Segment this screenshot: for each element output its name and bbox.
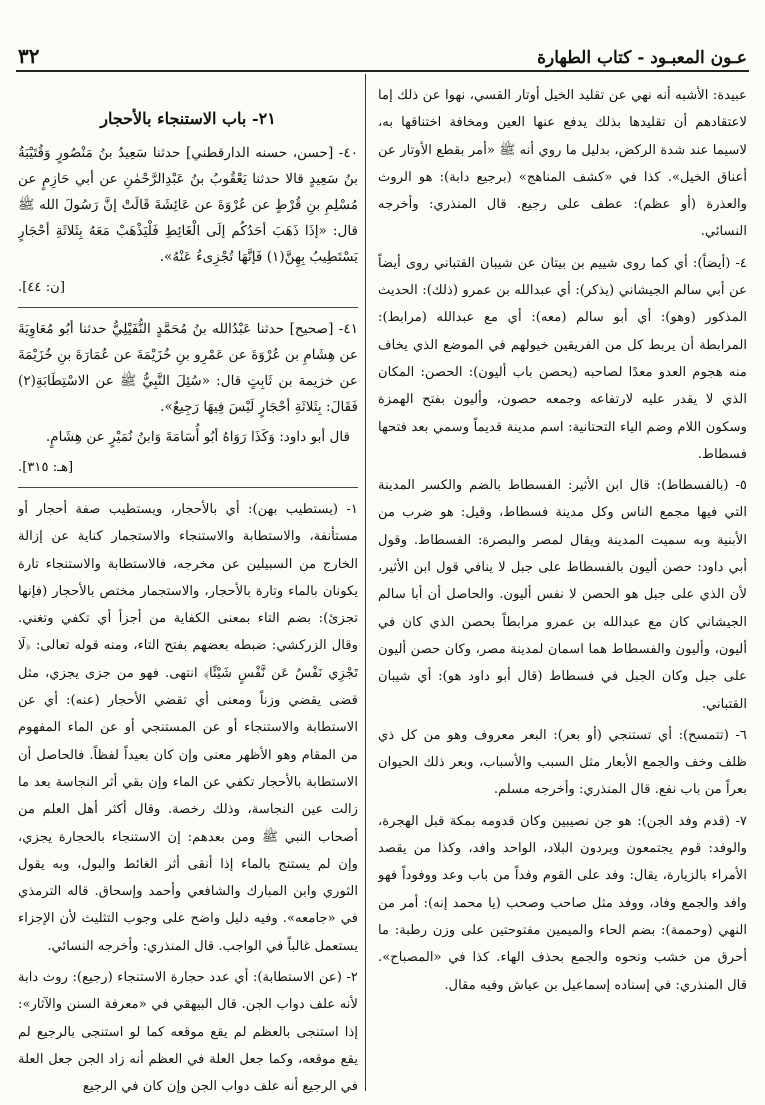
header-rule	[16, 70, 749, 72]
page-header	[18, 40, 747, 68]
footnote: ٢- (عن الاستطابة): أي عدد حجارة الاستنجاء (رجيع): روث دابة لأنه علف دواب الجن. قال البيهقي في «معرفة السنن والآثار»: إذا استنجى بالعظم لم يقع موقعه كما لو استنجى بالرجيع لم يقع موقعه، وكما جعل العلة في العظم أنه زاد الجن جعل العلة في الرجيع أنه علف دواب الجن وإن كان في الرجيع	[18, 970, 358, 1095]
hadith-text: ٤٠- [حسن، حسنه الدارقطني] حدثنا سَعِيدُ بنُ مَنْصُورٍ وَقُتَيْبَةُ بنُ سَعِيدٍ قالا حدثنا يَعْقُوبُ بنُ عَبْدِالرَّحْمٰنِ عن أبي حَازِمٍ عن مُسْلِمِ بنِ قُرْطٍ عن عُرْوَةَ عن عَائِشَةَ قَالَتْ إنَّ رَسُولَ الله ﷺ قال: «إذَا ذَهَبَ أحَدُكُم إلَى الْغَائِطِ فَلْيَذْهَبْ مَعَهُ بِثَلاثَةِ أحْجَارٍ يَسْتَطِيبُ بِهِنَّ(١) فَإنَّهَا تُجْزِىءُ عَنْهُ».	[18, 145, 358, 265]
abu-dawud-note: قال أبو داود: وَكَذَا رَوَاهُ أبُو أُسَامَةَ وَابنُ نُمَيْرٍ عن هِشَامٍ.	[45, 429, 350, 445]
running-title: عـون المعبـود - كتاب الطهارة	[537, 48, 747, 68]
commentary-paragraph: ٦- (تتمسح): أي تستنجي (أو بعر): البعر معروف وهو من كل ذي ظلف وخف والجمع الأبعار مثل السبب والأسباب، وبعر ذلك الحيوان بعراً من باب نفع. قال المنذري: وأخرجه مسلم.	[378, 727, 747, 798]
commentary-paragraph: ٧- (قدم وفد الجن): هو جن نصيبين وكان قدومه بمكة قبل الهجرة، والوفد: قوم يجتمعون ويردون البلاد، الواحد وافد، وكذا من يقصد الأمراء بالزيارة، يقال: وفد على القوم وفداً من باب وعد ووفوداً فهو وافد والجمع وفاد، ووفد مثل صاحب وصحب (يا محمد إنه): أمر من النهي (وحممة): بضم الحاء والميمين مفتوحتين على وزن رطبة: ما أحرق من خشب ونحوه والجمع بحذف الهاء. كذا في «المصباح». قال المنذري: في إسناده إسماعيل بن عياش وفيه مقال.	[378, 813, 747, 993]
hadith-text: ٤١- [صحيح] حدثنا عَبْدُالله بنُ مُحَمَّدٍ النُّفَيْلِيُّ حدثنا أبُو مُعَاوِيَةَ عن هِشَامِ بن عُرْوَةَ عن عَمْرِو بنِ خُزَيْمَةَ عن عُمَارَةَ بنِ خُزَيْمَةَ عن خزيمة بن ثَابِتٍ قال: «سُئِلَ النَّبِيُّ ﷺ عن الاسْتِطَابَةِ(٢) فَقَالَ: بِثَلاثَةِ أحْجَارٍ لَيْسَ فِيهَا رَجِيعٌ».	[18, 321, 358, 415]
commentary-paragraph: ٥- (بالفسطاط): قال ابن الأثير: الفسطاط بالضم والكسر المدينة التي فيها مجمع الناس وكل مدينة فسطاط، وقيل: هو ضرب من الأبنية وبه سميت المدينة ويقال لمصر والبصرة: الفسطاط. وقول أبي داود: حصن أليون بالفسطاط على جبل لا ينافي قول ابن الأثير، لأن الذي على جبل هو الحصن لا نفس أليون. والحاصل أن أبا سالم الجيشاني كان مع عبدالله بن عمرو مرابطاً بحصن الذي كان في أليون، وأليون والفسطاط هما اسمان لمدينة مصر، وكان حصن أليون على جبل وكان الجبل في فسطاط (قال أبو داود هو): أي شيبان القتباني.	[378, 478, 747, 712]
separator-rule	[18, 307, 358, 308]
right-column	[378, 82, 747, 1095]
section-heading: ٢١- باب الاستنجاء بالأحجار	[100, 109, 276, 128]
left-column	[18, 82, 358, 1095]
column-divider	[365, 74, 366, 1091]
hadith-reference: [ن: ٤٤].	[18, 280, 65, 295]
page-number: ٣٢	[18, 44, 40, 68]
commentary-paragraph: عبيدة: الأشبه أنه نهي عن تقليد الخيل أوتار القسي، نهوا عن ذلك إما لاعتقادهم أن تقليدها بذلك يدفع عنها العين ومخافة اختناقها به، لاسيما عند شدة الركض، بدليل ما روي أنه ﷺ «أمر بقطع الأوتار عن أعناق الخيل». كذا في «كشف المناهج» (برجيع دابة): هو الروث والعذرة (أو عظم): عطف على رجيع. قال المنذري: وأخرجه النسائي.	[378, 88, 747, 240]
commentary-paragraph: ٤- (أيضاً): أي كما روى شييم بن بيتان عن شيبان القتباني روى أيضاً عن أبي سالم الجيشاني (يذكر): أي عبدالله بن عمرو (ذلك): الحديث المذكور (وهو): أي أبو سالم (معه): أي مع عبدالله (مرابط): المرابطة أن يربط كل من الفريقين خيولهم في الموضع الذي يخاف منه هجوم العدو معدًا لصاحبه (بحصن باب أليون): الحصن: المكان الذي لا يقدر عليه لارتفاعه وجمعه حصون، وأليون بفتح الهمزة وسكون اللام وضم الياء التحتانية: اسم مدينة قديماً وسمي بعد فتحها فسطاط.	[378, 255, 747, 462]
hadith-reference: [هـ: ٣١٥].	[18, 460, 74, 475]
footnote-rule	[18, 487, 358, 488]
footnote: ١- (يستطيب بهن): أي بالأحجار، ويستطيب صفة أحجار أو مستأنفة، والاستطابة والاستنجاء والاستجمار كناية عن إزالة الخارج من السبيلين عن مخرجه، فالاستطابة والاستنجاء تارة يكونان بالماء وتارة بالأحجار، والاستجمار مختص بالأحجار (فإنها تجزئ): بضم التاء بمعنى الكفاية من أجزأ أي تكفي وتغني. وقال الزركشي: ضبطه بعضهم بفتح التاء، ومنه قوله تعالى: ﴿لَا تَجْزِي نَفْسٌ عَن نَّفْسٍ شَيْئًا﴾ انتهى. فهو من جزى يجزي، مثل قضى يقضي وزناً ومعنى أي تقضي الأحجار (عنه): أي عن الاستطابة والاستنجاء أو عن المستنجي أو عن الماء المفهوم من المقام وهو الأظهر معنى وإن كان بعيداً لفظاً. فالحاصل أن الاستطابة بالأحجار تكفي عن الماء وإن بقي أثر النجاسة بعد ما زالت عين النجاسة، وذلك رخصة. وقال أكثر أهل العلم من أصحاب النبي ﷺ ومن بعدهم: إن الاستنجاء بالحجارة يجزي، وإن لم يستنج بالماء إذا أنقى أثر الغائط والبول، وبه يقول الثوري وابن المبارك والشافعي وأحمد وإسحاق. قاله الترمذي في «جامعه». وفيه دليل واضح على وجوب التثليث لأن الإجزاء يستعمل غالباً في الواجب. قال المنذري: وأخرجه النسائي.	[18, 502, 358, 954]
